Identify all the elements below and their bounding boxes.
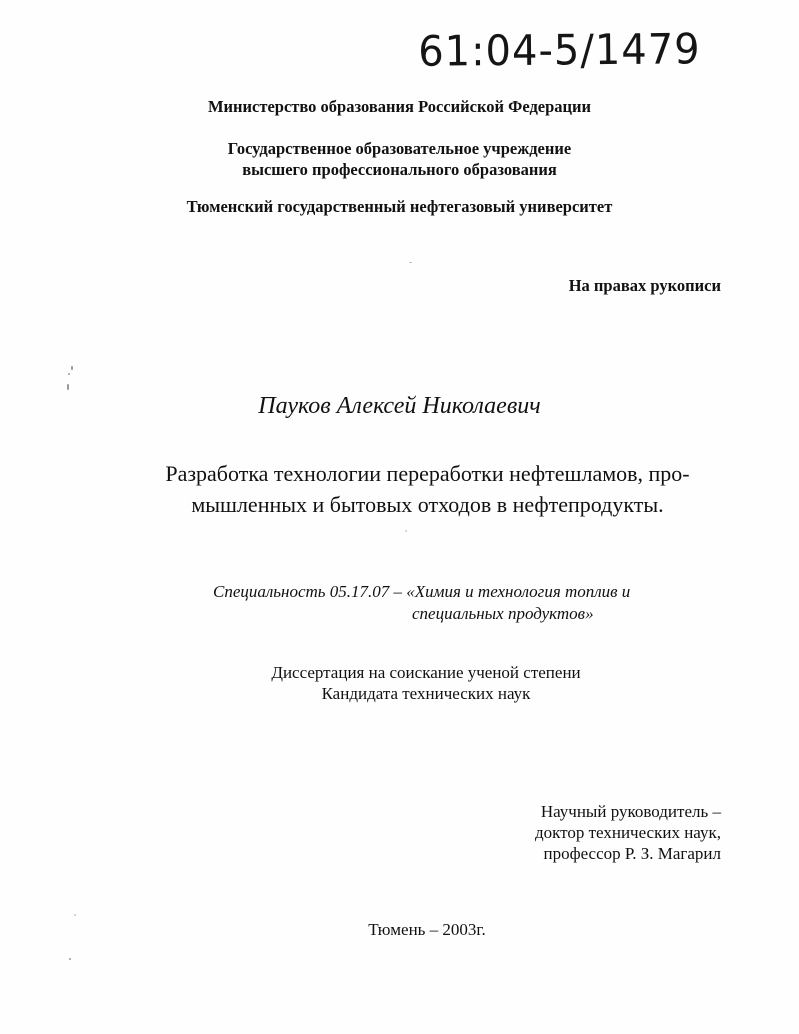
manuscript-rights-label: На правах рукописи bbox=[568, 276, 721, 295]
supervisor-line-2: доктор технических наук, bbox=[534, 823, 721, 842]
institution-line-1: Государственное образовательное учреждение bbox=[227, 139, 572, 158]
author-name: Пауков Алексей Николаевич bbox=[258, 393, 541, 419]
place-and-year: Тюмень – 2003г. bbox=[368, 920, 486, 939]
scan-speck bbox=[69, 958, 71, 960]
scan-speck bbox=[409, 262, 412, 263]
scan-speck bbox=[71, 366, 73, 370]
university-name: Тюменский государственный нефтегазовый университет bbox=[186, 197, 613, 216]
scan-speck bbox=[74, 914, 76, 916]
scan-speck bbox=[67, 384, 69, 390]
scan-speck bbox=[405, 530, 407, 532]
specialty-line-1: Специальность 05.17.07 – «Химия и технология топлив и bbox=[213, 582, 631, 601]
supervisor-line-3: профессор Р. З. Магарил bbox=[543, 844, 721, 863]
degree-statement bbox=[0, 662, 799, 704]
institution-line-2: высшего профессионального образования bbox=[242, 160, 557, 179]
scientific-supervisor bbox=[535, 801, 721, 864]
dissertation-title bbox=[120, 458, 735, 520]
degree-line-2: Кандидата технических наук bbox=[321, 684, 531, 703]
ministry-heading: Министерство образования Российской Федерации bbox=[207, 97, 592, 116]
degree-line-1: Диссертация на соискание ученой степени bbox=[271, 663, 581, 682]
title-line-1: Разработка технологии переработки нефтешламов, про- bbox=[165, 461, 690, 486]
specialty-line-2: специальных продуктов» bbox=[412, 604, 594, 623]
handwritten-stamp-number: 61:04-5/1479 bbox=[418, 25, 701, 77]
scan-speck bbox=[68, 373, 70, 375]
supervisor-line-1: Научный руководитель – bbox=[540, 802, 721, 821]
title-line-2: мышленных и бытовых отходов в нефтепродукты. bbox=[191, 492, 664, 517]
